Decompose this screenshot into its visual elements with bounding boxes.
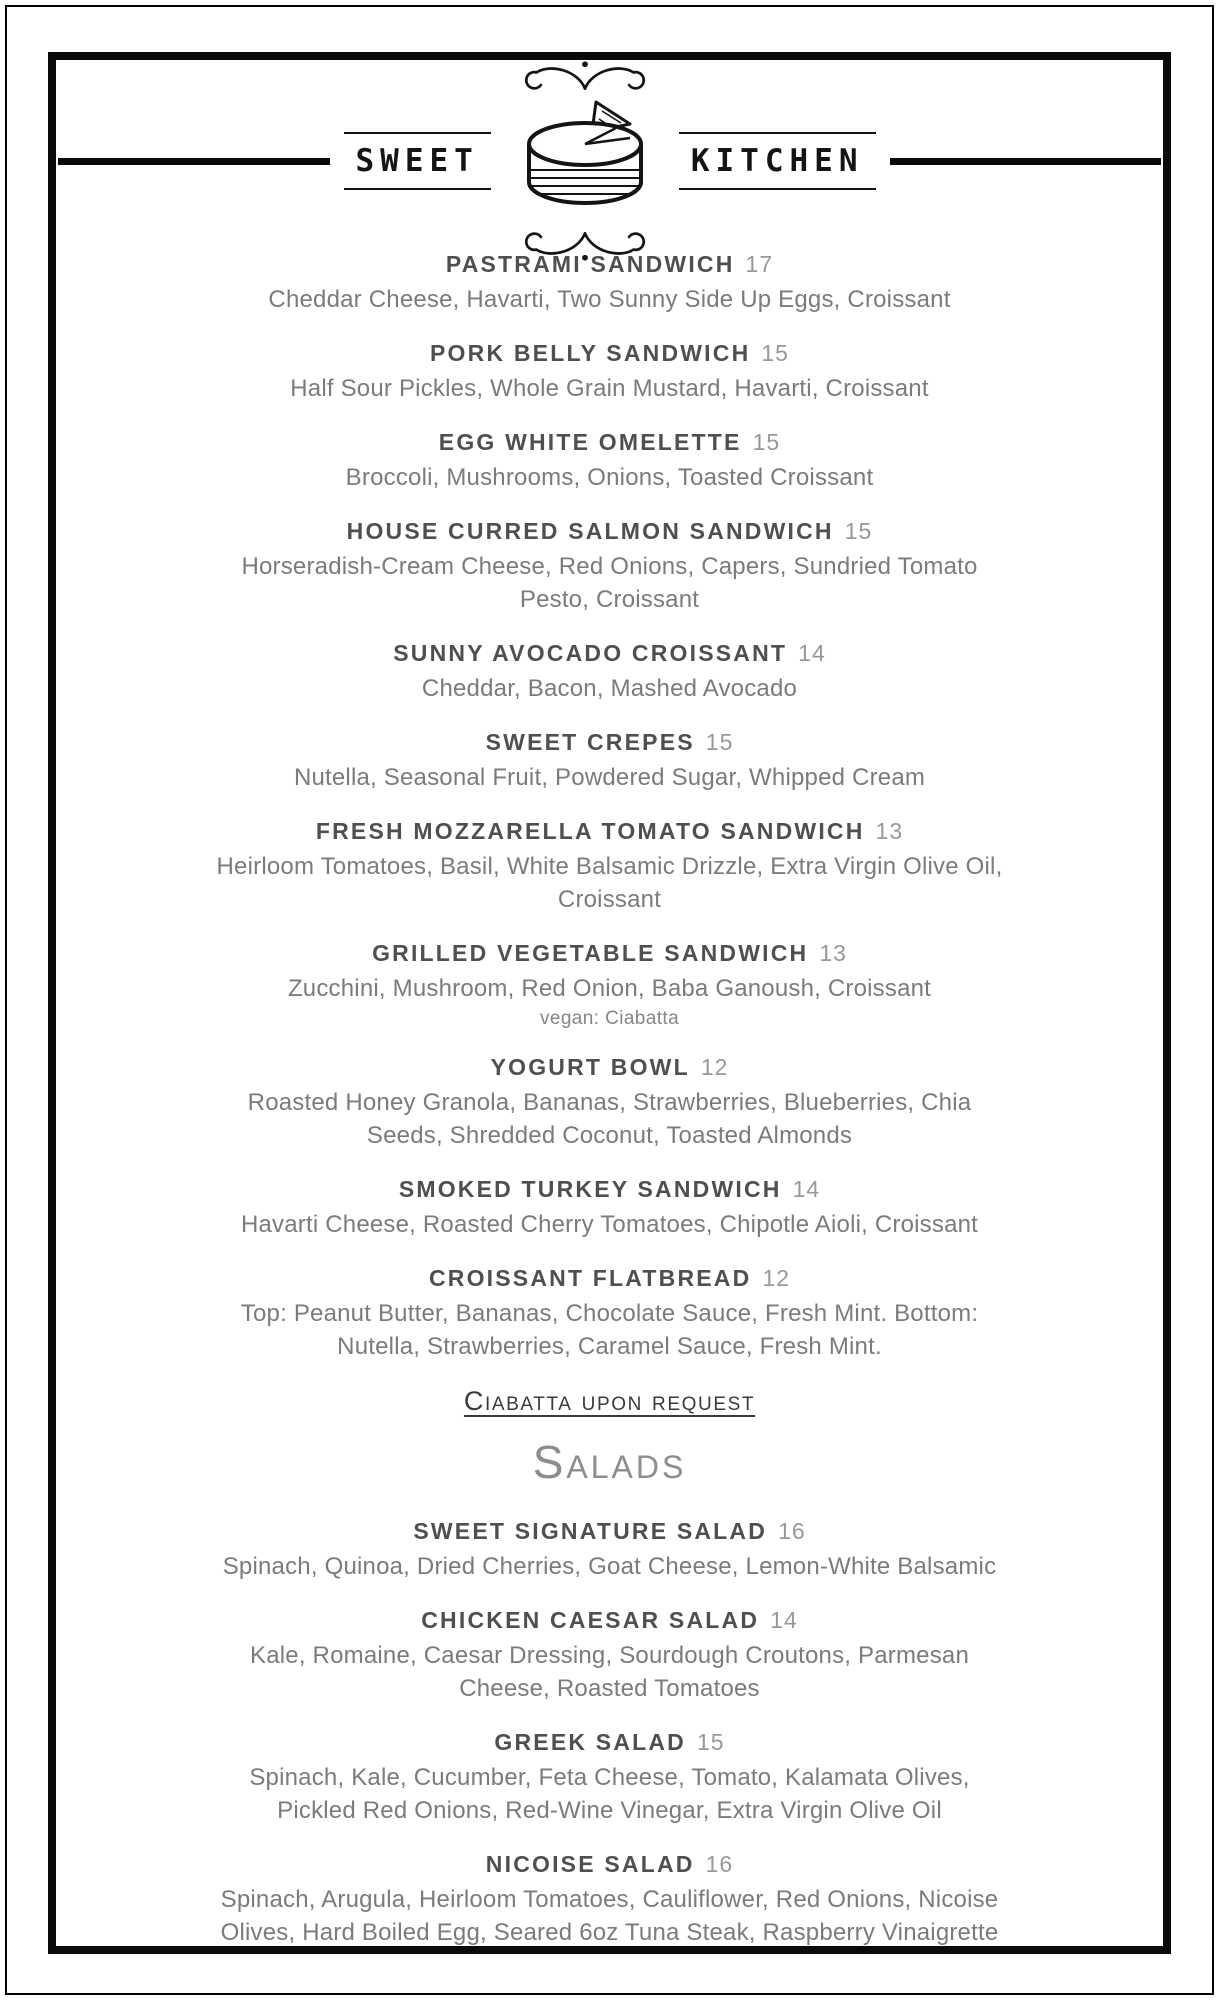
menu-item-title <box>210 1264 1010 1292</box>
menu-item-vegan-note: vegan: Ciabatta <box>539 1008 680 1029</box>
flourish-top-icon <box>519 58 651 94</box>
menu-item-description: Havarti Cheese, Roasted Cherry Tomatoes, Chipotle Aioli, Croissant <box>240 1211 979 1238</box>
cheese-wheel-icon <box>510 86 660 236</box>
menu-item-description: Spinach, Quinoa, Dried Cherries, Goat Cheese, Lemon-White Balsamic <box>222 1553 997 1580</box>
menu-item-price: 14 <box>770 1607 798 1633</box>
menu-item-title <box>210 250 1010 278</box>
menu-item-greek-salad <box>210 1728 1010 1827</box>
menu-item-price: 15 <box>761 340 789 366</box>
menu-item-name: PASTRAMI SANDWICH <box>445 251 735 277</box>
brand-logo <box>509 86 661 236</box>
menu-item-name: NICOISE SALAD <box>485 1851 695 1877</box>
menu-item-name: CROISSANT FLATBREAD <box>428 1265 752 1291</box>
menu-item-description: Nutella, Seasonal Fruit, Powdered Sugar, Whipped Cream <box>293 764 926 791</box>
menu-item-description: Cheddar Cheese, Havarti, Two Sunny Side Up Eggs, Croissant <box>268 286 951 313</box>
menu-item-title <box>210 428 1010 456</box>
menu-item-name: GRILLED VEGETABLE SANDWICH <box>372 940 809 966</box>
menu-item-name: FRESH MOZZARELLA TOMATO SANDWICH <box>315 818 865 844</box>
menu-item-name: SWEET CREPES <box>485 729 695 755</box>
menu-item-price: 14 <box>792 1176 821 1202</box>
menu-item-house-curred-salmon-sandwich <box>210 517 1010 616</box>
menu-item-title <box>210 1517 1010 1545</box>
menu-item-sweet-signature-salad <box>210 1517 1010 1583</box>
menu-item-price: 17 <box>745 251 774 277</box>
menu-item-name: CHICKEN CAESAR SALAD <box>421 1607 760 1633</box>
menu-item-name: PORK BELLY SANDWICH <box>430 340 751 366</box>
menu-item-name: SWEET SIGNATURE SALAD <box>413 1518 768 1544</box>
menu-item-grilled-vegetable-sandwich <box>210 939 1010 1030</box>
menu-item-title <box>210 817 1010 845</box>
menu-item-price: 16 <box>778 1518 806 1544</box>
brand-name-left-label: SWEET <box>355 143 479 179</box>
menu-item-price: 15 <box>705 729 734 755</box>
menu-item-price: 12 <box>762 1265 791 1291</box>
menu-item-sunny-avocado-croissant <box>210 639 1010 705</box>
brand-name-left <box>344 132 491 190</box>
menu-item-price: 16 <box>705 1851 734 1877</box>
menu-item-price: 14 <box>798 640 826 666</box>
menu-item-chicken-caesar-salad <box>210 1606 1010 1705</box>
menu-item-name: SUNNY AVOCADO CROISSANT <box>393 640 788 666</box>
menu-item-price: 13 <box>875 818 904 844</box>
header-rule-right <box>890 158 1162 165</box>
menu-item-description: Top: Peanut Butter, Bananas, Chocolate Sauce, Fresh Mint. Bottom: Nutella, Strawberries, Caramel Sauce, Fresh Mint. <box>240 1300 979 1360</box>
menu-item-egg-white-omelette <box>210 428 1010 494</box>
menu-item-name: SMOKED TURKEY SANDWICH <box>398 1176 782 1202</box>
menu-item-title <box>210 1728 1010 1756</box>
menu-item-price: 15 <box>752 429 781 455</box>
menu-item-description: Half Sour Pickles, Whole Grain Mustard, Havarti, Croissant <box>290 375 929 402</box>
brand-header <box>58 86 1161 236</box>
menu-item-description: Cheddar, Bacon, Mashed Avocado <box>421 675 798 702</box>
menu-item-description: Broccoli, Mushrooms, Onions, Toasted Croissant <box>345 464 874 491</box>
menu-item-title <box>210 639 1010 667</box>
menu-item-sweet-crepes <box>210 728 1010 794</box>
menu-item-title <box>210 1850 1010 1878</box>
menu-item-price: 13 <box>819 940 847 966</box>
menu-item-yogurt-bowl <box>210 1053 1010 1152</box>
menu-item-nicoise-salad <box>210 1850 1010 1949</box>
menu-item-croissant-flatbread <box>210 1264 1010 1363</box>
menu-item-title <box>210 939 1010 967</box>
menu-item-title <box>210 339 1010 367</box>
menu-item-description: Zucchini, Mushroom, Red Onion, Baba Ganoush, Croissant <box>287 975 932 1002</box>
salads-section-heading: Salads <box>532 1436 687 1488</box>
menu-item-price: 12 <box>700 1054 729 1080</box>
menu-item-description: Roasted Honey Granola, Bananas, Strawberries, Blueberries, Chia Seeds, Shredded Coconut, Toasted Almonds <box>247 1089 972 1149</box>
menu-item-pork-belly-sandwich <box>210 339 1010 405</box>
menu-item-description: Spinach, Arugula, Heirloom Tomatoes, Cauliflower, Red Onions, Nicoise Olives, Hard Boiled Egg, Seared 6oz Tuna Steak, Raspberry Vinaigrette <box>220 1886 999 1946</box>
menu-item-pastrami-sandwich <box>210 250 1010 316</box>
menu-item-name: GREEK SALAD <box>494 1729 686 1755</box>
menu-item-description: Spinach, Kale, Cucumber, Feta Cheese, Tomato, Kalamata Olives, Pickled Red Onions, Red-Wine Vinegar, Extra Virgin Olive Oil <box>249 1764 970 1824</box>
brand-name-right <box>679 132 876 190</box>
menu-item-fresh-mozzarella-tomato-sandwich <box>210 817 1010 916</box>
menu-item-smoked-turkey-sandwich <box>210 1175 1010 1241</box>
menu-item-title <box>210 1053 1010 1081</box>
menu-item-description: Heirloom Tomatoes, Basil, White Balsamic Drizzle, Extra Virgin Olive Oil, Croissant <box>216 853 1003 913</box>
ciabatta-request-note: Ciabatta upon request <box>463 1386 756 1416</box>
menu-column <box>210 250 1010 1949</box>
menu-item-description: Horseradish-Cream Cheese, Red Onions, Capers, Sundried Tomato Pesto, Croissant <box>241 553 978 613</box>
menu-item-name: EGG WHITE OMELETTE <box>438 429 742 455</box>
menu-item-name: YOGURT BOWL <box>490 1054 690 1080</box>
header-rule-left <box>58 158 330 165</box>
menu-item-price: 15 <box>844 518 873 544</box>
menu-item-name: HOUSE CURRED SALMON SANDWICH <box>346 518 834 544</box>
menu-item-title <box>210 728 1010 756</box>
menu-item-title <box>210 517 1010 545</box>
menu-item-title <box>210 1606 1010 1634</box>
menu-content <box>0 250 1219 1972</box>
menu-item-description: Kale, Romaine, Caesar Dressing, Sourdough Croutons, Parmesan Cheese, Roasted Tomatoes <box>249 1642 970 1702</box>
brand-name-right-label: KITCHEN <box>690 143 864 179</box>
menu-item-title <box>210 1175 1010 1203</box>
menu-item-price: 15 <box>697 1729 725 1755</box>
